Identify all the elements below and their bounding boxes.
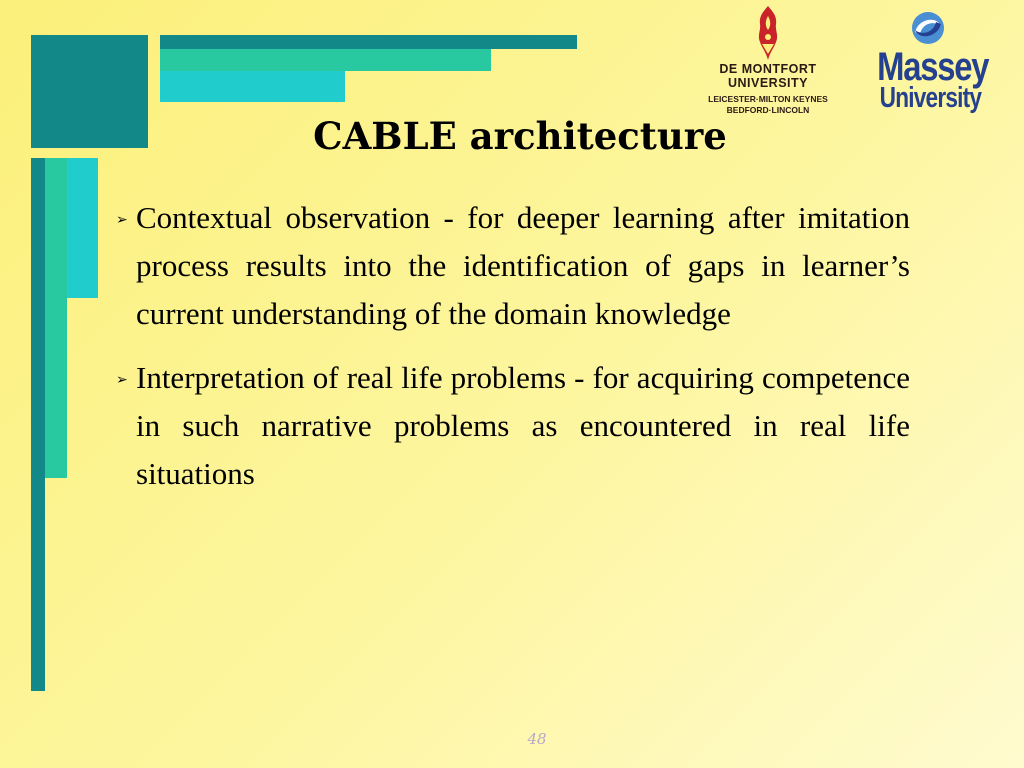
dmu-locations-line2: BEDFORD·LINCOLN bbox=[726, 105, 810, 115]
left-bar-cyan-decoration bbox=[67, 158, 98, 298]
dmu-name-line2: UNIVERSITY bbox=[727, 76, 808, 90]
dmu-crest-icon bbox=[748, 4, 788, 62]
top-bar-dark-decoration bbox=[160, 35, 577, 49]
left-bar-green-decoration bbox=[45, 158, 67, 478]
arrowhead-bullet-icon: ➢ bbox=[116, 372, 128, 388]
dmu-name-line1: DE MONTFORT bbox=[719, 62, 817, 76]
page-number: 48 bbox=[527, 730, 547, 748]
left-bar-dark-decoration bbox=[31, 158, 45, 691]
university-word: University bbox=[879, 82, 982, 114]
top-bar-cyan-decoration bbox=[160, 71, 345, 102]
bullet-list bbox=[112, 194, 910, 514]
dmu-locations-line1: LEICESTER·MILTON KEYNES bbox=[708, 94, 828, 104]
slide-title: CABLE architecture bbox=[313, 114, 727, 158]
massey-swirl-icon bbox=[909, 10, 947, 46]
de-montfort-logo bbox=[688, 4, 848, 124]
bullet-item bbox=[112, 354, 910, 498]
bullet-text: Interpretation of real life problems - for acquiring competence in such narrative problems as encountered in real life situations bbox=[136, 360, 910, 491]
arrowhead-bullet-icon: ➢ bbox=[116, 212, 128, 228]
bullet-item bbox=[112, 194, 910, 338]
bullet-text: Contextual observation - for deeper learning after imitation process results into the identification of gaps in learner’s current understanding of the domain knowledge bbox=[136, 200, 910, 331]
massey-word: Massey bbox=[877, 45, 989, 89]
top-bar-green-decoration bbox=[160, 49, 491, 71]
teal-square-decoration bbox=[31, 35, 148, 148]
massey-university-logo bbox=[866, 10, 990, 128]
